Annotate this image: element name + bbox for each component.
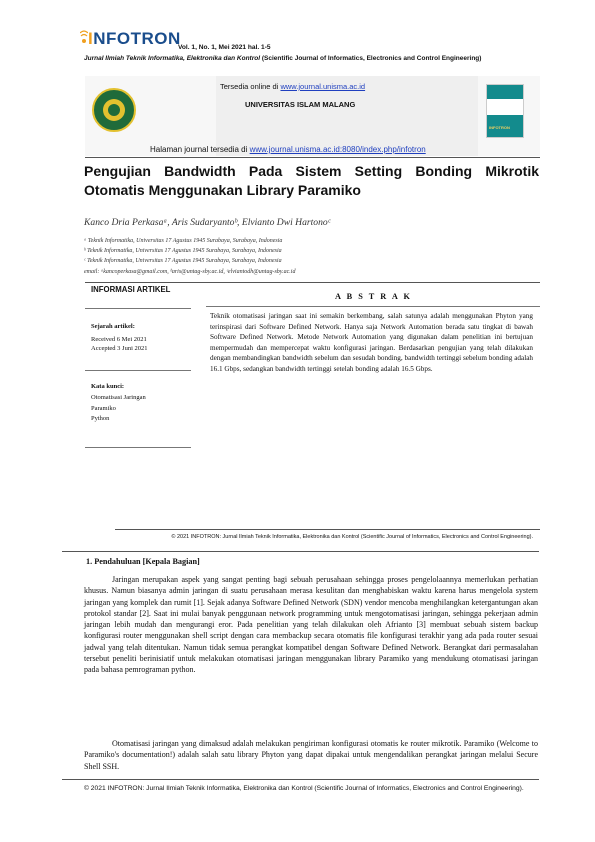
keywords-label: Kata kunci: (91, 383, 125, 390)
divider (85, 282, 540, 283)
journal-cover-thumbnail: INFOTRON (486, 84, 524, 138)
wifi-logo-icon (80, 30, 88, 44)
keyword-item: Otomatisasi Jaringan (91, 394, 146, 401)
affiliation-b: ᵇ Teknik Informatika, Universitas 17 Agustus 1945 Surabaya, Surabaya, Indonesia (84, 248, 282, 254)
divider (85, 157, 540, 158)
homepage-text: Halaman journal tersedia di www.journal.unisma.ac.id:8080/index.php/infotron (150, 145, 426, 154)
keyword-item: Paramiko (91, 405, 116, 412)
info-heading: INFORMASI ARTIKEL (91, 285, 171, 294)
info-divider (85, 308, 191, 309)
divider (115, 529, 540, 530)
article-authors: Kanco Dria Perkasaᵃ, Aris Sudaryantoᵇ, Elvianto Dwi Hartonoᶜ (84, 217, 331, 228)
body-paragraph: Otomatisasi jaringan yang dimaksud adalah melakukan pengiriman konfigurasi otomatis ke router mikrotik. Paramiko (Welcome to Paramiko's documentation!) adalah salah satu library Phyton yang dapat dipakai untuk mengendalikan perangkat jaringan melalui Secure Shell SSH. (84, 739, 538, 771)
university-seal-icon (92, 88, 136, 132)
keyword-item: Python (91, 415, 110, 422)
university-name: UNIVERSITAS ISLAM MALANG (245, 100, 356, 109)
journal-name: Jurnal Ilmiah Teknik Informatika, Elektronika dan Kontrol (Scientific Journal of Informatics, Electronics and Control Engineering) (84, 55, 482, 62)
section-heading: 1. Pendahuluan [Kepala Bagian] (86, 557, 200, 566)
affiliation-a: ᵃ Teknik Informatika, Universitas 17 Agustus 1945 Surabaya, Surabaya, Indonesia (84, 238, 283, 244)
copyright-notice: © 2021 INFOTRON: Jurnal Ilmiah Teknik Informatika, Elektronika dan Kontrol (Scientific Journal of Informatics, Electronics and Control Engineering). (171, 534, 533, 540)
accepted-date: Accepted 3 Juni 2021 (91, 345, 148, 352)
journal-logo: INFOTRON (88, 29, 181, 48)
info-divider (85, 447, 191, 448)
abstract-divider (206, 306, 540, 307)
history-label: Sejarah artikel: (91, 323, 135, 330)
received-date: Received 6 Mei 2021 (91, 336, 147, 343)
footer-divider (62, 779, 539, 780)
article-title: Pengujian Bandwidth Pada Sistem Setting Bonding Mikrotik Otomatis Menggunakan Library Paramiko (84, 163, 539, 198)
available-online-text: Tersedia online di www.journal.unisma.ac.id (220, 82, 366, 91)
volume-info: Vol. 1, No. 1, Mei 2021 hal. 1-5 (178, 44, 271, 51)
divider (62, 551, 539, 552)
homepage-link[interactable]: www.journal.unisma.ac.id:8080/index.php/infotron (249, 145, 426, 154)
abstract-text: Teknik otomatisasi jaringan saat ini semakin berkembang, salah satunya adalah menggunakan Phyton yang terinspirasi dari Software Defined Network. Hanya saja Network Automation berada satu tingkat di bawah Software Defined Network. Metode Network Automation yang digunakan dalam penelitian ini bertujuan mempermudah dan mempercepat waktu konfigurasi jaringan. Berdasarkan pengujian yang telah dilakukan dengan membandingkan bandwidth sebelum dan sesudah bonding, bandwidth tertinggi sebelum bonding adalah 16.1 Gbps, sedangkan bandwidth tertinggi setelah bonding adalah 16.5 Gbps. (210, 312, 533, 373)
footer-copyright: © 2021 INFOTRON: Jurnal Ilmiah Teknik Informatika, Elektronika dan Kontrol (Scientific Journal of Informatics, Electronics and Control Engineering). (84, 785, 524, 792)
author-emails: email: ᵃkancoperkasa@gmail.com, ᵇaris@untag-sby.ac.id, ᶜelviantodh@untag-sby.ac.id (84, 269, 296, 275)
abstract-heading: A B S T R A K (335, 292, 412, 301)
body-paragraph: Jaringan merupakan aspek yang sangat penting bagi sebuah perusahaan sehingga proses pengelolaannya memerlukan perhatian khusus. Namun biasanya admin jaringan di suatu perusahaan merasa kesulitan dan menghabiskan waktu karena harus mengelola system jaringan yang komplek dan rumit [1]. Sejak adanya Software Defined Network (SDN) vendor mencoba menghilangkan ketergantungan akan protokol standar [2]. Saat ini mulai banyak penggunaan network programming untuk mengotomatisasi jaringan, sehingga pekerjaan admin jaringan lebih mudah dan mengurangi eror. Pada penelitian yang telah dilakukan oleh Afrianto [3] membuat sebuah sistem backup konfigurasi router menggunakan shell script dengan cara membackup secara otomatis file konfigurasi terakhir yang ada pada router sesuai jadwal yang telah ditentukan. Namun tidak semua perangkat kompatibel dengan Software Defined Network. Berangkat dari permasalahan tersebut peneliti berinisiatif untuk melakukan otomatisasi jaringan menggunakan library Paramiko yang mendukung otomatisasi jaringan pada bahasa pemrograman python. (84, 575, 538, 675)
info-divider (85, 370, 191, 371)
affiliation-c: ᶜ Teknik Informatika, Universitas 17 Agustus 1945 Surabaya, Surabaya, Indonesia (84, 258, 282, 264)
journal-link[interactable]: www.journal.unisma.ac.id (280, 82, 366, 91)
